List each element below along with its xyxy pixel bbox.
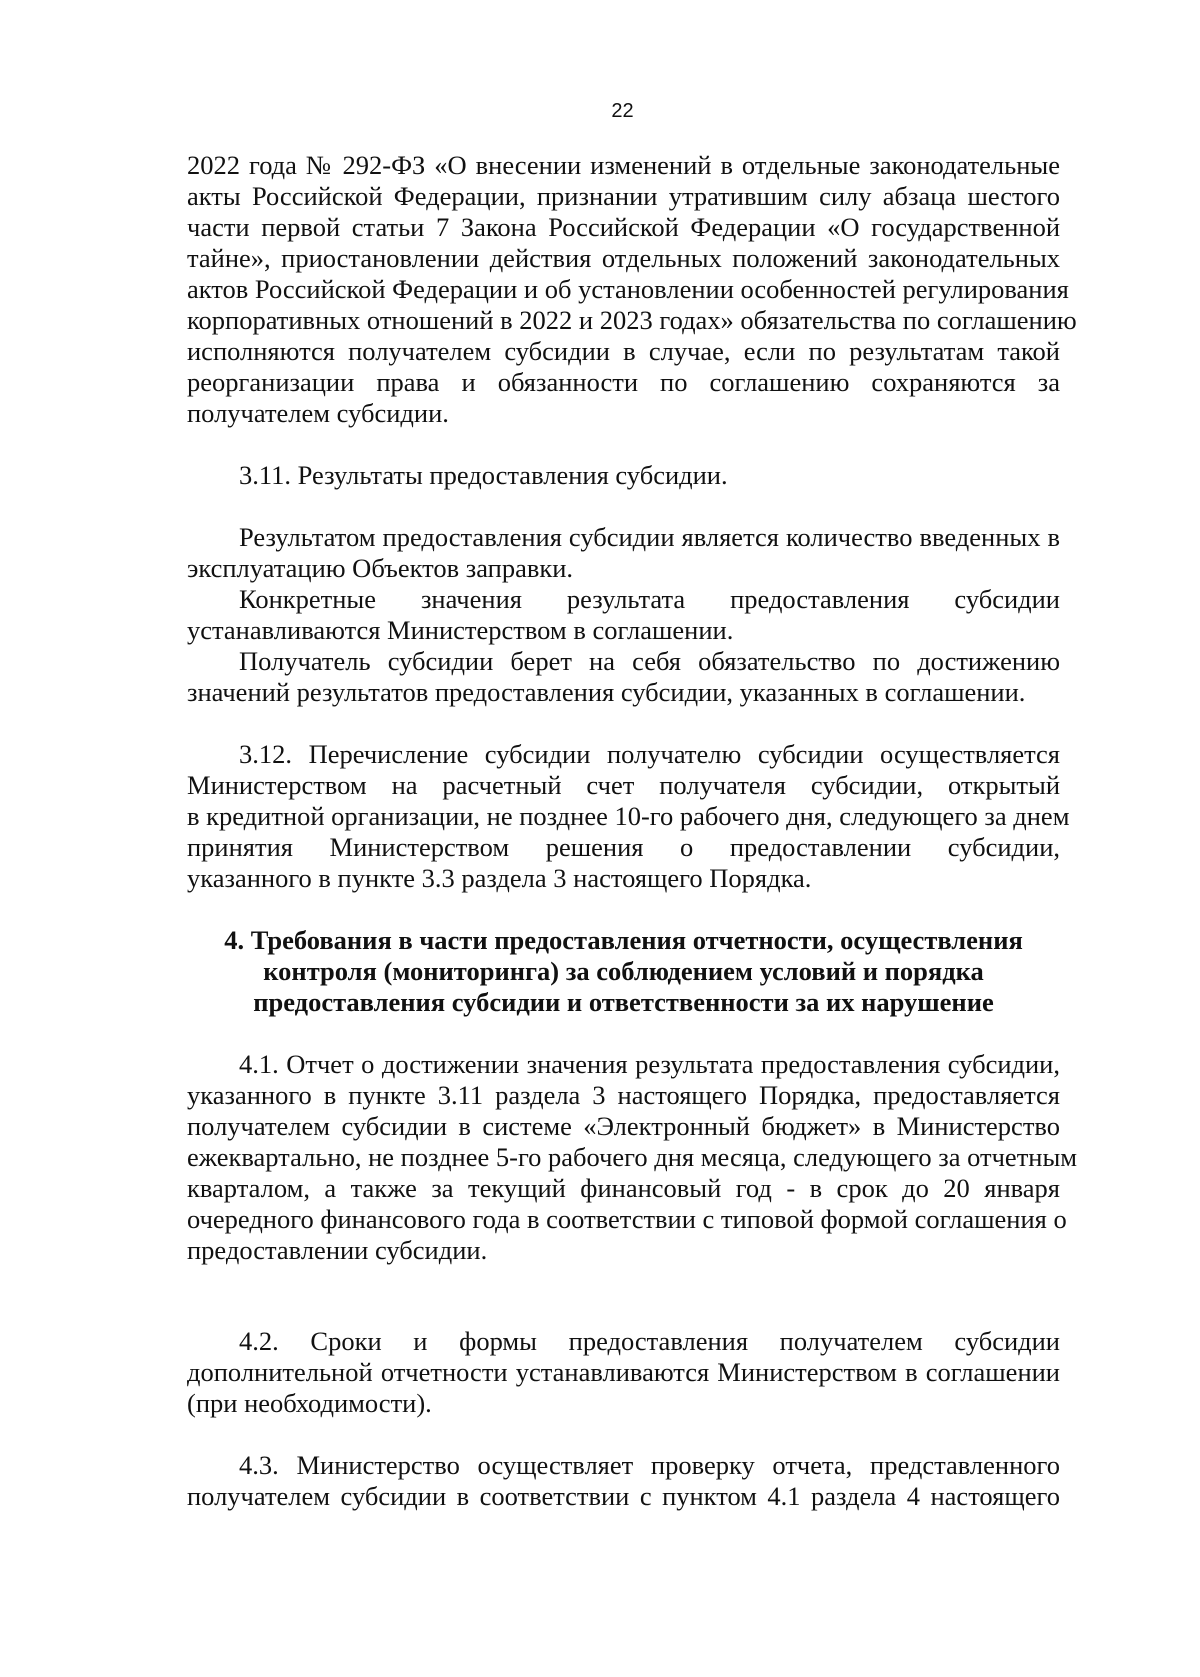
text-line: исполняются получателем субсидии в случае, если по результатам такой [187, 336, 1060, 366]
text-line: Результатом предоставления субсидии является количество введенных в [239, 522, 1060, 552]
text-line: ежеквартально, не позднее 5-го рабочего дня месяца, следующего за отчетным [187, 1142, 1078, 1172]
text-line: значений результатов предоставления субсидии, указанных в соглашении. [187, 677, 1026, 707]
paragraph-3-11-obligation [187, 646, 1060, 708]
text-line: Министерством на расчетный счет получателя субсидии, открытый [187, 770, 1060, 800]
text-line: очередного финансового года в соответствии с типовой формой соглашения о [187, 1204, 1067, 1234]
text-line: указанного в пункте 3.11 раздела 3 настоящего Порядка, предоставляется [187, 1080, 1060, 1110]
text-line: указанного в пункте 3.3 раздела 3 настоящего Порядка. [187, 863, 812, 893]
text-line: 4.3. Министерство осуществляет проверку отчета, представленного [239, 1450, 1060, 1480]
paragraph-4-2 [187, 1326, 1060, 1419]
paragraph-3-11-values [187, 584, 1060, 646]
text-line: Получатель субсидии берет на себя обязательство по достижению [239, 646, 1060, 676]
paragraph-3-12 [187, 739, 1070, 894]
paragraph-3-11-result [187, 522, 1060, 584]
text-line: получателем субсидии в системе «Электронный бюджет» в Министерство [187, 1111, 1060, 1141]
text-line: Конкретные значения результата предоставления субсидии [239, 584, 1060, 614]
text-line: предоставлении субсидии. [187, 1235, 488, 1265]
section-4-heading [187, 925, 1060, 1018]
paragraph-intro [187, 150, 1077, 429]
paragraph-3-11-title: 3.11. Результаты предоставления субсидии. [239, 460, 728, 490]
text-line: реорганизации права и обязанности по соглашению сохраняются за [187, 367, 1060, 397]
text-line: 4.1. Отчет о достижении значения результата предоставления субсидии, [239, 1049, 1060, 1079]
text-line: эксплуатацию Объектов заправки. [187, 553, 574, 583]
document-body [187, 150, 1078, 1512]
page-number: 22 [611, 100, 634, 122]
text-line: кварталом, а также за текущий финансовый год - в срок до 20 января [187, 1173, 1060, 1203]
text-line: (при необходимости). [187, 1388, 432, 1418]
text-line: 3.12. Перечисление субсидии получателю субсидии осуществляется [239, 739, 1060, 769]
text-line: части первой статьи 7 Закона Российской Федерации «О государственной [187, 212, 1060, 242]
heading-line: 4. Требования в части предоставления отчетности, осуществления [224, 925, 1023, 955]
text-line: получателем субсидии в соответствии с пунктом 4.1 раздела 4 настоящего [187, 1481, 1060, 1511]
text-line: актов Российской Федерации и об установлении особенностей регулирования [187, 274, 1069, 304]
heading-line: контроля (мониторинга) за соблюдением условий и порядка [263, 956, 984, 986]
text-line: принятия Министерством решения о предоставлении субсидии, [187, 832, 1060, 862]
text-line: корпоративных отношений в 2022 и 2023 годах» обязательства по соглашению [187, 305, 1077, 335]
paragraph-4-1 [187, 1049, 1078, 1266]
text-line: 2022 года № 292-ФЗ «О внесении изменений в отдельные законодательные [187, 150, 1060, 180]
text-line: получателем субсидии. [187, 398, 449, 428]
heading-line: предоставления субсидии и ответственности за их нарушение [253, 987, 994, 1017]
text-line: дополнительной отчетности устанавливаются Министерством в соглашении [187, 1357, 1060, 1387]
text-line: в кредитной организации, не позднее 10-го рабочего дня, следующего за днем [187, 801, 1070, 831]
paragraph-4-3 [187, 1450, 1060, 1512]
text-line: устанавливаются Министерством в соглашении. [187, 615, 734, 645]
text-line: тайне», приостановлении действия отдельных положений законодательных [187, 243, 1060, 273]
text-line: акты Российской Федерации, признании утратившим силу абзаца шестого [187, 181, 1060, 211]
text-line: 4.2. Сроки и формы предоставления получателем субсидии [239, 1326, 1060, 1356]
